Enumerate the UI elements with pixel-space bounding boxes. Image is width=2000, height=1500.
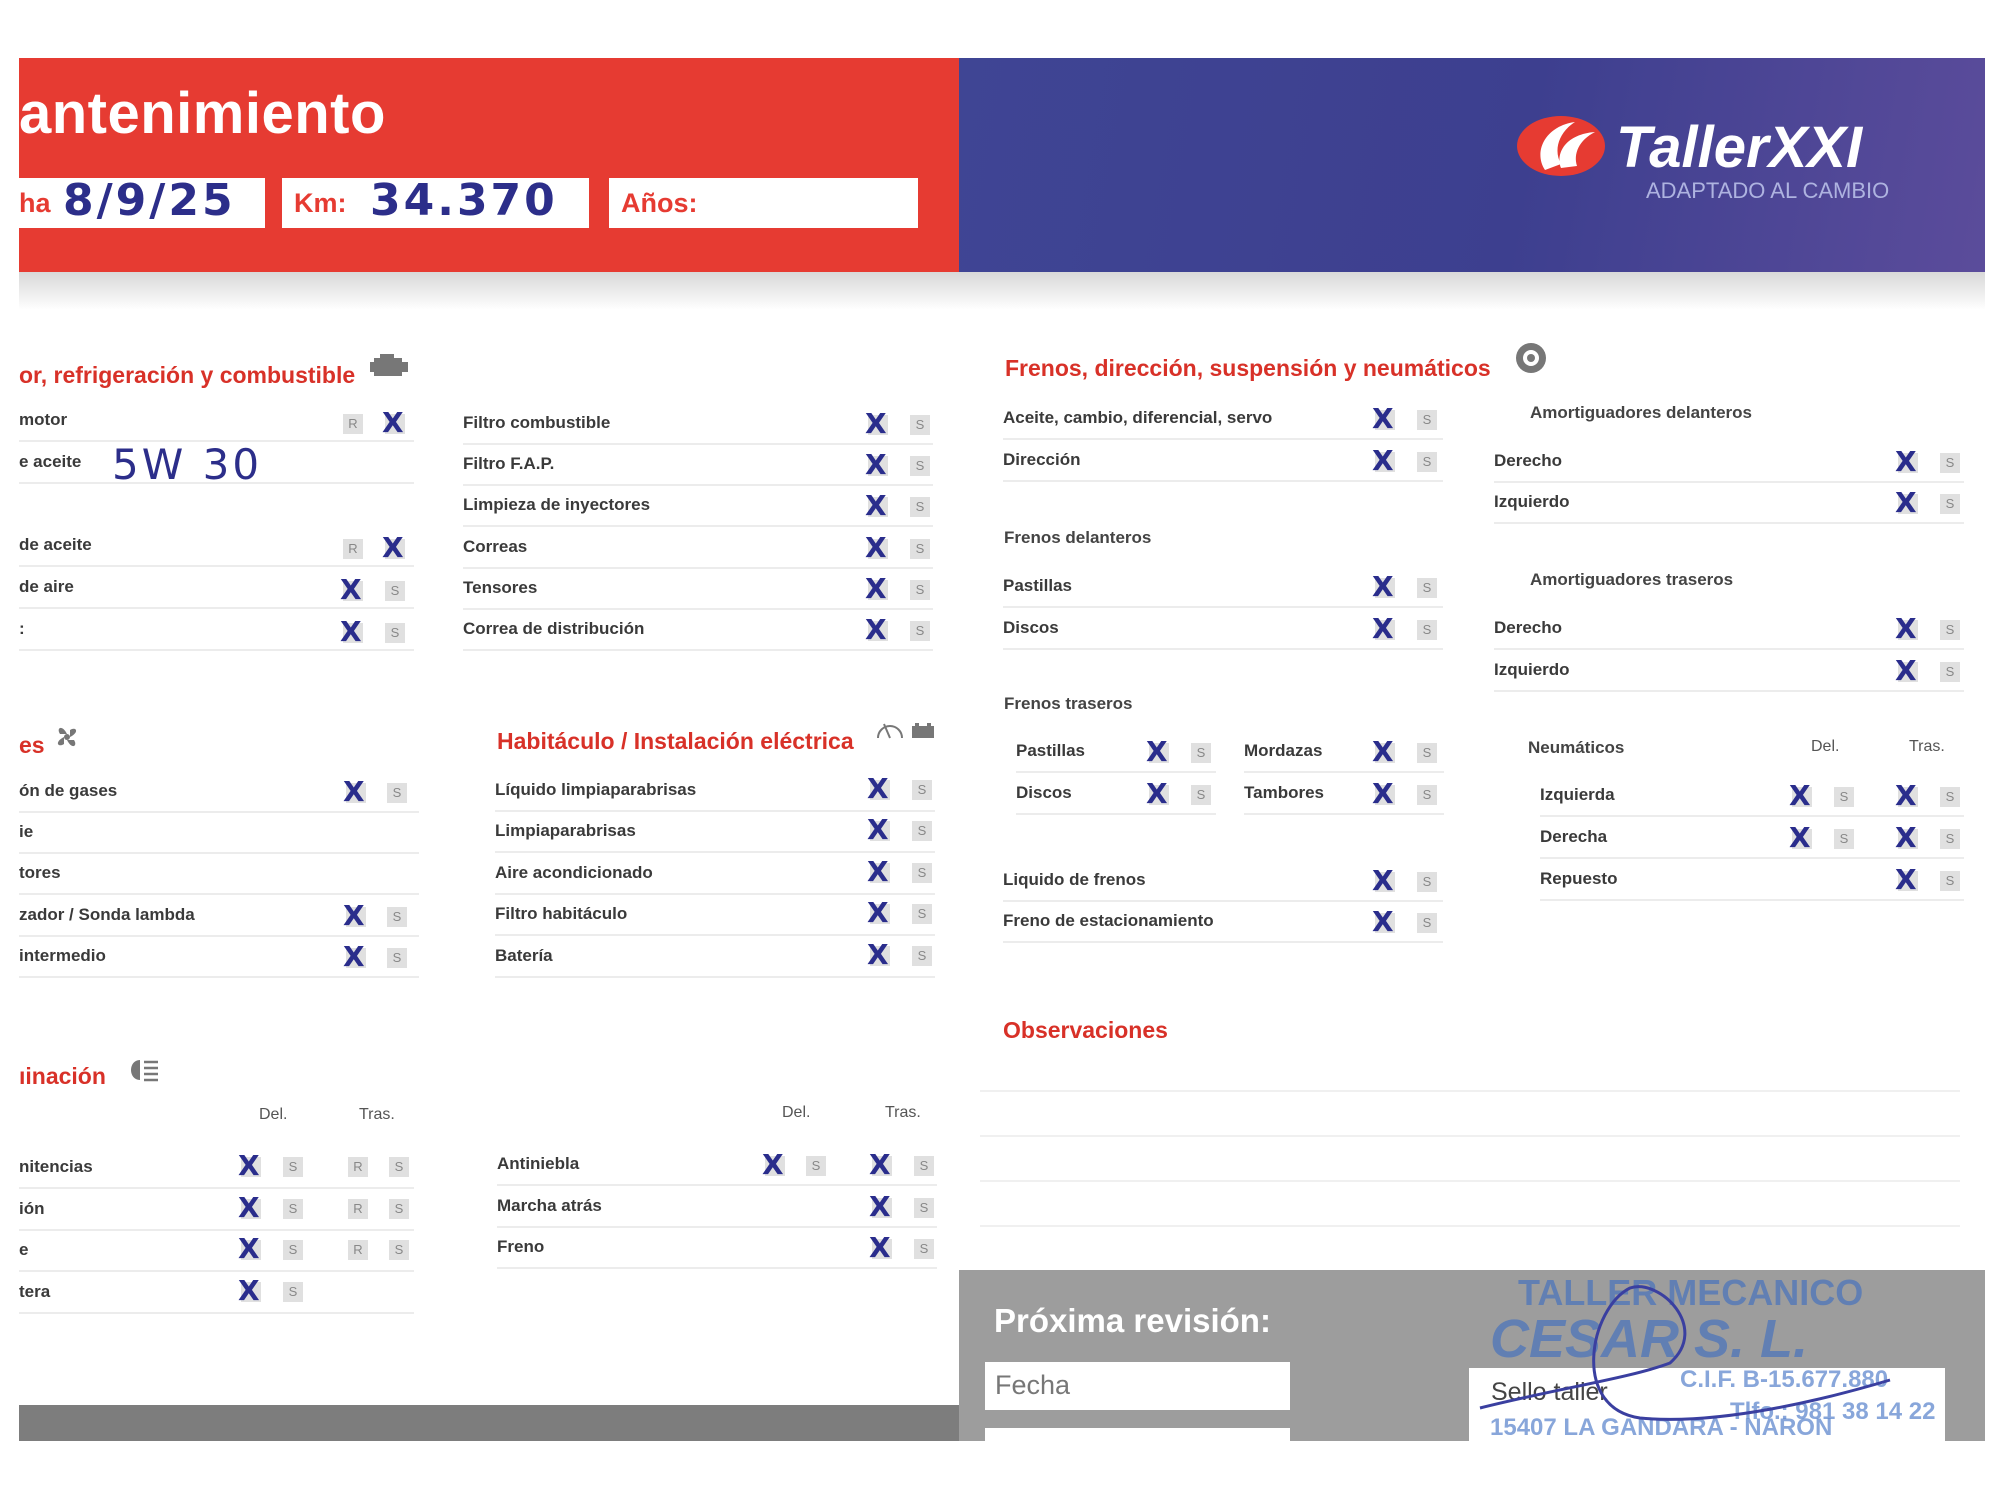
frenos-tras2-row-label: Tambores: [1244, 783, 1324, 802]
ilum-del2-box[interactable]: S: [283, 1199, 303, 1219]
section-title-motor: or, refrigeración y combustible: [19, 362, 356, 388]
amort-del-row-label: Izquierdo: [1494, 492, 1570, 511]
x-mark-icon: X: [865, 531, 887, 564]
neum-tras2-box[interactable]: S: [1940, 787, 1960, 807]
anos-label: Años:: [621, 188, 698, 218]
frenos-tras-row-label: Pastillas: [1016, 741, 1085, 760]
section-title-gases: es: [19, 732, 45, 758]
left-footer-band: [19, 1405, 959, 1441]
ilum-tras2-box[interactable]: S: [389, 1157, 409, 1177]
motor2-row-label: Filtro combustible: [463, 413, 611, 432]
ilum2-tras1-checked-box[interactable]: [869, 1231, 892, 1264]
x-mark-icon: X: [1789, 821, 1811, 854]
x-mark-icon: X: [867, 938, 889, 971]
frenos-del-row-label: Discos: [1003, 618, 1059, 637]
right-header-shadow: [959, 272, 1985, 310]
habitaculo-a-checked-box[interactable]: [867, 855, 890, 888]
x-mark-icon: X: [1895, 654, 1917, 687]
x-mark-icon: X: [238, 1232, 260, 1265]
ilum-row-label: tera: [19, 1282, 51, 1301]
neum-tras-header: Tras.: [1909, 738, 1945, 755]
signature-icon: [1470, 1268, 1900, 1441]
gases-row-label: intermedio: [19, 946, 106, 965]
habitaculo-a-checked-box[interactable]: [867, 938, 890, 971]
frenos-tras-row: [1016, 775, 1216, 815]
x-mark-icon: X: [867, 772, 889, 805]
habitaculo-a-checked-box[interactable]: [867, 772, 890, 805]
km-field[interactable]: [282, 175, 589, 228]
stamp-line-5: 15407 LA GANDARA - NARON: [1490, 1414, 1833, 1441]
habitaculo-b-box[interactable]: S: [912, 946, 932, 966]
left-header-shadow: [19, 272, 959, 310]
x-mark-icon: X: [1372, 905, 1394, 938]
frenos-tras-c-checked-box[interactable]: [1372, 735, 1395, 768]
neumaticos-title: Neumáticos: [1528, 738, 1625, 757]
ilum2-row-label: Marcha atrás: [497, 1196, 602, 1215]
section-title-iluminacion: ıinación: [19, 1063, 106, 1089]
frenos-row-label: Dirección: [1003, 450, 1081, 469]
amort-tras-row: [1494, 610, 1964, 650]
x-mark-icon: X: [869, 1148, 891, 1181]
anos-field[interactable]: [609, 178, 918, 228]
neum-del2-box[interactable]: S: [1834, 787, 1854, 807]
x-mark-icon: X: [1895, 779, 1917, 812]
ilum-row-label: nitencias: [19, 1157, 93, 1176]
x-mark-icon: X: [238, 1191, 260, 1224]
x-mark-icon: X: [382, 406, 404, 439]
motor2-row-label: Filtro F.A.P.: [463, 454, 555, 473]
x-mark-icon: X: [1146, 777, 1168, 810]
tire-icon: [1514, 341, 1548, 375]
neum-del-header: Del.: [1811, 738, 1840, 755]
x-mark-icon: X: [869, 1190, 891, 1223]
frenos-del-b-box[interactable]: S: [1417, 620, 1437, 640]
ilum2-tras-header: Tras.: [885, 1104, 921, 1121]
gases-a-checked-box[interactable]: [343, 940, 366, 973]
ilum-del2-box[interactable]: S: [283, 1282, 303, 1302]
motor2-row: [463, 611, 933, 651]
ilum-del1-checked-box[interactable]: [238, 1274, 261, 1307]
frenos-tras-d-box[interactable]: S: [1417, 785, 1437, 805]
ilum-del-header: Del.: [259, 1106, 288, 1123]
frenos-tras-b-box[interactable]: S: [1191, 785, 1211, 805]
x-mark-icon: X: [1895, 486, 1917, 519]
proxima-fecha-label: Fecha: [995, 1370, 1071, 1400]
neum-tras1-checked-box[interactable]: [1895, 821, 1918, 854]
page-title: antenimiento: [19, 81, 386, 146]
ilum-tras-header: Tras.: [359, 1106, 395, 1123]
ilum-tras1-box[interactable]: R: [348, 1199, 368, 1219]
x-mark-icon: X: [867, 855, 889, 888]
x-mark-icon: X: [1895, 612, 1917, 645]
amort-del-a-checked-box[interactable]: [1895, 486, 1918, 519]
gases-row: [19, 855, 419, 895]
ilum-row-label: ión: [19, 1199, 45, 1218]
liquido-b-box[interactable]: S: [1417, 872, 1437, 892]
stamp-line-1: TALLER MECANICO: [1518, 1272, 1864, 1313]
gases-row-label: ie: [19, 822, 34, 841]
x-mark-icon: X: [1895, 863, 1917, 896]
amort-tras-a-checked-box[interactable]: [1895, 612, 1918, 645]
motor-right-checked-box[interactable]: [382, 406, 405, 439]
ilum2-row-label: Freno: [497, 1237, 545, 1256]
x-mark-icon: X: [869, 1231, 891, 1264]
neum-tras2-box[interactable]: S: [1940, 871, 1960, 891]
motor2-b-box[interactable]: S: [910, 415, 930, 435]
amort-delanteros-title: Amortiguadores delanteros: [1530, 403, 1752, 422]
x-mark-icon: X: [343, 940, 365, 973]
ilum2-tras1-checked-box[interactable]: [869, 1148, 892, 1181]
frenos-b-box[interactable]: S: [1417, 410, 1437, 430]
estacionamiento-b-box[interactable]: S: [1417, 913, 1437, 933]
habitaculo-a-checked-box[interactable]: [867, 813, 890, 846]
neum-tras2-box[interactable]: S: [1940, 829, 1960, 849]
ilum2-tras1-checked-box[interactable]: [869, 1190, 892, 1223]
motor2-a-checked-box[interactable]: [865, 407, 888, 440]
headlight-icon: [126, 1056, 160, 1084]
amort-tras-b-box[interactable]: S: [1940, 620, 1960, 640]
x-mark-icon: X: [1789, 779, 1811, 812]
amort-tras-row: [1494, 652, 1964, 692]
ilum-del1-checked-box[interactable]: [238, 1191, 261, 1224]
motor-right-box[interactable]: S: [385, 623, 405, 643]
ilum2-row-label: Antiniebla: [497, 1154, 580, 1173]
x-mark-icon: X: [238, 1149, 260, 1182]
ilum-del1-checked-box[interactable]: [238, 1149, 261, 1182]
x-mark-icon: X: [343, 775, 365, 808]
ilum2-tras2-box[interactable]: S: [914, 1156, 934, 1176]
amort-tras-row-label: Derecho: [1494, 618, 1563, 637]
fecha-handwritten: 8/9/25: [63, 175, 236, 226]
fecha-field[interactable]: [19, 175, 265, 228]
gases-row-label: zador / Sonda lambda: [19, 905, 195, 924]
motor-right-box[interactable]: S: [385, 581, 405, 601]
engine-icon: [368, 352, 410, 380]
proxima-fecha-field[interactable]: [985, 1362, 1290, 1410]
motor2-row: [463, 487, 933, 527]
habitaculo-row-label: Aire acondicionado: [495, 863, 653, 882]
ilum-row-label: e: [19, 1240, 29, 1259]
x-mark-icon: X: [865, 448, 887, 481]
motor-row-label: de aceite: [19, 535, 92, 554]
frenos-tras-d-box[interactable]: S: [1417, 743, 1437, 763]
x-mark-icon: X: [867, 896, 889, 929]
section-title-habitaculo: Habitáculo / Instalación eléctrica: [497, 728, 854, 754]
habitaculo-row-label: Filtro habitáculo: [495, 904, 628, 923]
x-mark-icon: X: [382, 531, 404, 564]
section-title-observaciones: Observaciones: [1003, 1017, 1168, 1043]
wiper-battery-icon: [874, 714, 938, 744]
frenos-tras-b-box[interactable]: S: [1191, 743, 1211, 763]
x-mark-icon: X: [1372, 864, 1394, 897]
x-mark-icon: X: [1146, 735, 1168, 768]
frenos-delanteros-title: Frenos delanteros: [1004, 528, 1152, 547]
stamp-line-2: CESAR S. L.: [1490, 1309, 1809, 1369]
neum-tras1-checked-box[interactable]: [1895, 863, 1918, 896]
observaciones-line: [980, 1135, 1960, 1137]
x-mark-icon: X: [1372, 735, 1394, 768]
liquido-frenos-row-label: Liquido de frenos: [1003, 870, 1146, 889]
motor2-b-box[interactable]: S: [910, 580, 930, 600]
motor2-row: [463, 570, 933, 610]
frenos-b-box[interactable]: S: [1417, 452, 1437, 472]
motor2-row: [463, 446, 933, 486]
motor2-a-checked-box[interactable]: [865, 613, 888, 646]
amort-del-row: [1494, 484, 1964, 524]
stamp-line-4: Tlfo.: 981 38 14 22: [1730, 1398, 1936, 1425]
neumatico-row-label: Repuesto: [1540, 869, 1618, 888]
x-mark-icon: X: [865, 572, 887, 605]
brand-name: TallerXXI: [1616, 115, 1863, 180]
gases-row-label: tores: [19, 863, 61, 882]
observaciones-line: [980, 1225, 1960, 1227]
amort-del-b-box[interactable]: S: [1940, 453, 1960, 473]
motor-left-box[interactable]: R: [343, 539, 363, 559]
amort-del-row: [1494, 443, 1964, 483]
freno-estacionamiento-row-label: Freno de estacionamiento: [1003, 911, 1214, 930]
km-label: Km:: [294, 188, 347, 218]
neumatico-row-label: Izquierda: [1540, 785, 1615, 804]
frenos-tras-a-checked-box[interactable]: [1146, 777, 1169, 810]
habitaculo-row-label: Líquido limpiaparabrisas: [495, 780, 697, 799]
x-mark-icon: X: [1372, 444, 1394, 477]
fan-icon: [52, 722, 82, 752]
motor-left-box[interactable]: R: [343, 414, 363, 434]
amort-del-b-box[interactable]: S: [1940, 494, 1960, 514]
motor2-b-box[interactable]: S: [910, 539, 930, 559]
frenos-del-row-label: Pastillas: [1003, 576, 1072, 595]
gases-a-checked-box[interactable]: [343, 775, 366, 808]
habitaculo-b-box[interactable]: S: [912, 863, 932, 883]
ilum-tras2-box[interactable]: S: [389, 1240, 409, 1260]
ilum-del1-checked-box[interactable]: [238, 1232, 261, 1265]
frenos-a-checked-box[interactable]: [1372, 444, 1395, 477]
x-mark-icon: X: [865, 407, 887, 440]
gases-row: [19, 814, 419, 854]
motor2-a-checked-box[interactable]: [865, 489, 888, 522]
gases-b-box[interactable]: S: [387, 907, 407, 927]
motor2-row-label: Correa de distribución: [463, 619, 645, 638]
motor-right-checked-box[interactable]: [382, 531, 405, 564]
x-mark-icon: X: [1895, 445, 1917, 478]
habitaculo-b-box[interactable]: S: [912, 821, 932, 841]
amort-tras-b-box[interactable]: S: [1940, 662, 1960, 682]
x-mark-icon: X: [340, 615, 362, 648]
habitaculo-row-label: Limpiaparabrisas: [495, 821, 636, 840]
oil-grade-handwritten: 5W 30: [112, 440, 263, 489]
habitaculo-b-box[interactable]: S: [912, 780, 932, 800]
frenos-del-a-checked-box[interactable]: [1372, 570, 1395, 603]
x-mark-icon: X: [865, 489, 887, 522]
motor2-row-label: Correas: [463, 537, 528, 556]
motor2-a-checked-box[interactable]: [865, 572, 888, 605]
habitaculo-row-label: Batería: [495, 946, 553, 965]
observaciones-line: [980, 1180, 1960, 1182]
ilum-tras1-box[interactable]: R: [348, 1157, 368, 1177]
frenos-tras-row: [1016, 733, 1216, 773]
amort-traseros-title: Amortiguadores traseros: [1530, 570, 1734, 589]
motor-row-label: de aire: [19, 577, 74, 596]
fecha-label: ha: [19, 188, 51, 218]
frenos-traseros-title: Frenos traseros: [1004, 694, 1133, 713]
motor2-a-checked-box[interactable]: [865, 448, 888, 481]
ilum-row: [19, 1274, 414, 1314]
motor2-row: [463, 529, 933, 569]
motor-left-checked-box[interactable]: [340, 573, 363, 606]
ilum-del2-box[interactable]: S: [283, 1240, 303, 1260]
gases-b-box[interactable]: S: [387, 783, 407, 803]
motor2-row-label: Limpieza de inyectores: [463, 495, 651, 514]
amort-del-row-label: Derecho: [1494, 451, 1563, 470]
gases-a-checked-box[interactable]: [343, 899, 366, 932]
x-mark-icon: X: [1895, 821, 1917, 854]
ilum2-tras2-box[interactable]: S: [914, 1198, 934, 1218]
x-mark-icon: X: [867, 813, 889, 846]
ilum-del2-box[interactable]: S: [283, 1157, 303, 1177]
frenos-row-label: Aceite, cambio, diferencial, servo: [1003, 408, 1273, 427]
habitaculo-a-checked-box[interactable]: [867, 896, 890, 929]
neumatico-row-label: Derecha: [1540, 827, 1608, 846]
motor2-b-box[interactable]: S: [910, 497, 930, 517]
km-handwritten: 34.370: [370, 175, 558, 226]
observaciones-line: [980, 1090, 1960, 1092]
x-mark-icon: X: [1372, 402, 1394, 435]
motor-row-label: :: [19, 619, 25, 638]
frenos-tras2-row-label: Mordazas: [1244, 741, 1323, 760]
x-mark-icon: X: [865, 613, 887, 646]
x-mark-icon: X: [340, 573, 362, 606]
motor2-b-box[interactable]: S: [910, 456, 930, 476]
frenos-del-a-checked-box[interactable]: [1372, 612, 1395, 645]
x-mark-icon: X: [1372, 570, 1394, 603]
stamp-line-3: C.I.F. B-15.677.880: [1680, 1366, 1889, 1393]
ilum-tras1-box[interactable]: R: [348, 1240, 368, 1260]
neum-del1-checked-box[interactable]: [1789, 779, 1812, 812]
brand-tagline: ADAPTADO AL CAMBIO: [1646, 178, 1890, 203]
ilum2-del2-box[interactable]: S: [806, 1156, 826, 1176]
frenos-tras2-row: [1244, 733, 1444, 773]
brand-logo-icon: [1515, 112, 1607, 180]
motor-row-label: e aceite: [19, 452, 82, 471]
liquido-a-checked-box[interactable]: [1372, 864, 1395, 897]
amort-del-a-checked-box[interactable]: [1895, 445, 1918, 478]
frenos-del-b-box[interactable]: S: [1417, 578, 1437, 598]
neum-del2-box[interactable]: S: [1834, 829, 1854, 849]
ilum2-del-header: Del.: [782, 1104, 811, 1121]
x-mark-icon: X: [343, 899, 365, 932]
gases-row-label: ón de gases: [19, 781, 118, 800]
proxima-km-field[interactable]: [985, 1428, 1290, 1441]
estacionamiento-a-checked-box[interactable]: [1372, 905, 1395, 938]
amort-tras-row-label: Izquierdo: [1494, 660, 1570, 679]
sello-taller-label: Sello taller: [1491, 1378, 1608, 1406]
gases-b-box[interactable]: S: [387, 948, 407, 968]
frenos-a-checked-box[interactable]: [1372, 402, 1395, 435]
neum-tras1-checked-box[interactable]: [1895, 779, 1918, 812]
x-mark-icon: X: [238, 1274, 260, 1307]
frenos-tras-row-label: Discos: [1016, 783, 1072, 802]
motor2-row-label: Tensores: [463, 578, 538, 597]
motor2-row: [463, 405, 933, 445]
proxima-revision-label: Próxima revisión:: [994, 1302, 1271, 1339]
habitaculo-b-box[interactable]: S: [912, 904, 932, 924]
ilum2-tras2-box[interactable]: S: [914, 1239, 934, 1259]
motor-row-label: motor: [19, 410, 68, 429]
frenos-tras2-row: [1244, 775, 1444, 815]
x-mark-icon: X: [762, 1148, 784, 1181]
motor-left-checked-box[interactable]: [340, 615, 363, 648]
x-mark-icon: X: [1372, 612, 1394, 645]
frenos-tras-c-checked-box[interactable]: [1372, 777, 1395, 810]
frenos-tras-a-checked-box[interactable]: [1146, 735, 1169, 768]
section-title-frenos: Frenos, dirección, suspensión y neumáticos: [1005, 355, 1491, 381]
motor2-a-checked-box[interactable]: [865, 531, 888, 564]
ilum2-del1-checked-box[interactable]: [762, 1148, 785, 1181]
amort-tras-a-checked-box[interactable]: [1895, 654, 1918, 687]
motor2-b-box[interactable]: S: [910, 621, 930, 641]
ilum-tras2-box[interactable]: S: [389, 1199, 409, 1219]
neum-del1-checked-box[interactable]: [1789, 821, 1812, 854]
x-mark-icon: X: [1372, 777, 1394, 810]
